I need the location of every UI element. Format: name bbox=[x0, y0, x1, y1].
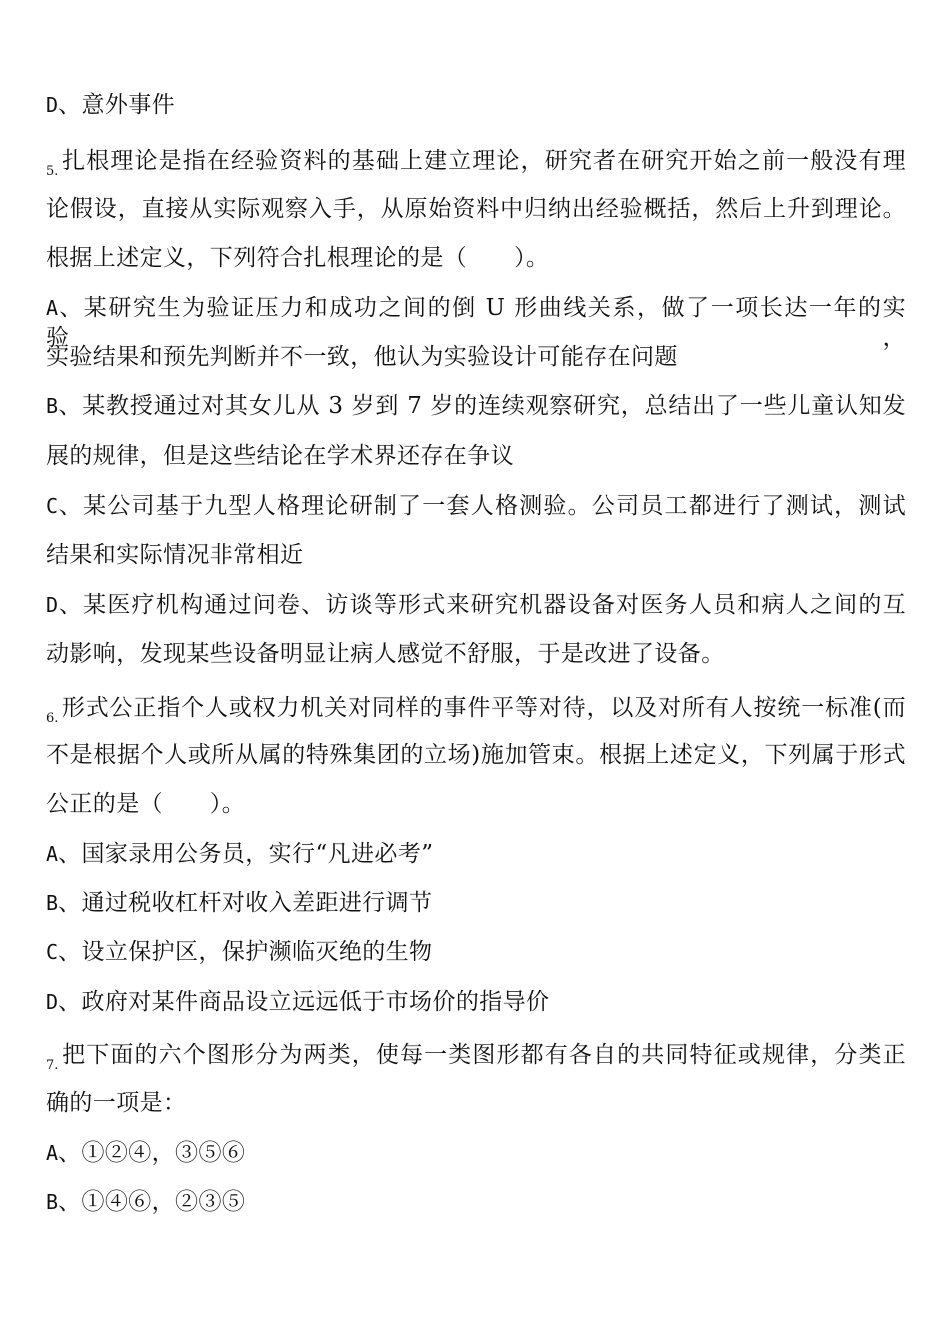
option-text: 实验结果和预先判断并不一致，他认为实验设计可能存在问题 bbox=[46, 344, 678, 370]
q6-option-d bbox=[46, 987, 906, 1017]
option-letter: A bbox=[46, 842, 59, 866]
q5-option-b-line-2 bbox=[46, 441, 906, 471]
q5-stem-text-3: 根据上述定义，下列符合扎根理论的是（ ）。 bbox=[46, 245, 550, 271]
option-text: 、意外事件 bbox=[58, 92, 176, 118]
option-text: 、通过税收杠杆对收入差距进行调节 bbox=[58, 890, 433, 916]
q5-option-c-line-2 bbox=[46, 540, 906, 570]
q6-option-a bbox=[46, 839, 906, 869]
q7-option-a bbox=[46, 1138, 906, 1168]
q5-option-b-line-1 bbox=[46, 391, 906, 421]
option-text: 、政府对某件商品设立远远低于市场价的指导价 bbox=[58, 989, 550, 1015]
q7-stem-text-2: 确的一项是： bbox=[46, 1090, 187, 1116]
q5-stem-text-2: 论假设，直接从实际观察入手，从原始资料中归纳出经验概括，然后上升到理论。 bbox=[46, 196, 906, 222]
q6-stem-text-3: 公正的是（ ）。 bbox=[46, 791, 246, 817]
option-text: 、某公司基于九型人格理论研制了一套人格测验。公司员工都进行了测试，测试 bbox=[58, 493, 906, 519]
option-letter: D bbox=[46, 93, 59, 117]
q5-option-c-line-1 bbox=[46, 491, 906, 521]
option-text: 、设立保护区，保护濒临灭绝的生物 bbox=[58, 939, 433, 965]
q5-stem-line-2 bbox=[46, 194, 906, 224]
q6-stem-text-2: 不是根据个人或所从属的特殊集团的立场)施加管束。根据上述定义，下列属于形式 bbox=[46, 742, 906, 768]
q5-stem-text-1: 扎根理论是指在经验资料的基础上建立理论，研究者在研究开始之前一般没有理 bbox=[61, 148, 906, 174]
q5-option-d-line-1 bbox=[46, 590, 906, 620]
option-text: 展的规律，但是这些结论在学术界还存在争议 bbox=[46, 443, 514, 469]
option-letter: A bbox=[46, 296, 59, 320]
option-letter: B bbox=[46, 1190, 59, 1214]
q7-stem-line-1 bbox=[46, 1040, 906, 1081]
q6-stem-line-1 bbox=[46, 693, 906, 734]
option-text: 、某教授通过对其女儿从 3 岁到 7 岁的连续观察研究，总结出了一些儿童认知发 bbox=[58, 393, 906, 419]
q6-stem-text-1: 形式公正指个人或权力机关对同样的事件平等对待，以及对所有人按统一标准(而 bbox=[61, 695, 906, 721]
q5-option-a-line-2 bbox=[46, 342, 906, 372]
q6-stem-line-3 bbox=[46, 789, 906, 819]
q6-option-b bbox=[46, 888, 906, 918]
option-letter: B bbox=[46, 891, 59, 915]
option-text: 、某研究生为验证压力和成功之间的倒 U 形曲线关系，做了一项长达一年的实验， bbox=[46, 295, 906, 351]
q7-option-b bbox=[46, 1187, 906, 1217]
q7-stem-line-2 bbox=[46, 1088, 906, 1118]
q6-stem-line-2 bbox=[46, 740, 906, 770]
option-text: 、①②④，③⑤⑥ bbox=[58, 1140, 246, 1166]
q5-stem-line-3 bbox=[46, 243, 906, 273]
option-text: 结果和实际情况非常相近 bbox=[46, 542, 304, 568]
option-letter: B bbox=[46, 394, 59, 418]
question-number: 5. bbox=[46, 164, 59, 179]
option-letter: C bbox=[46, 494, 59, 518]
option-text: 、某医疗机构通过问卷、访谈等形式来研究机器设备对医务人员和病人之间的互 bbox=[58, 592, 906, 618]
q6-option-c bbox=[46, 937, 906, 967]
q4-option-d bbox=[46, 90, 906, 120]
q7-stem-text-1: 把下面的六个图形分为两类，使每一类图形都有各自的共同特征或规律，分类正 bbox=[61, 1042, 906, 1068]
q5-stem-line-1 bbox=[46, 146, 906, 187]
option-letter: D bbox=[46, 990, 59, 1014]
q5-option-d-line-2 bbox=[46, 639, 906, 669]
option-letter: D bbox=[46, 593, 59, 617]
question-number: 7. bbox=[46, 1058, 59, 1073]
question-number: 6. bbox=[46, 711, 59, 726]
option-text: 、国家录用公务员，实行“凡进必考” bbox=[58, 841, 434, 867]
option-text: 、①④⑥，②③⑤ bbox=[58, 1189, 246, 1215]
option-text: 动影响，发现某些设备明显让病人感觉不舒服，于是改进了设备。 bbox=[46, 641, 725, 667]
option-letter: C bbox=[46, 940, 59, 964]
option-letter: A bbox=[46, 1141, 59, 1165]
